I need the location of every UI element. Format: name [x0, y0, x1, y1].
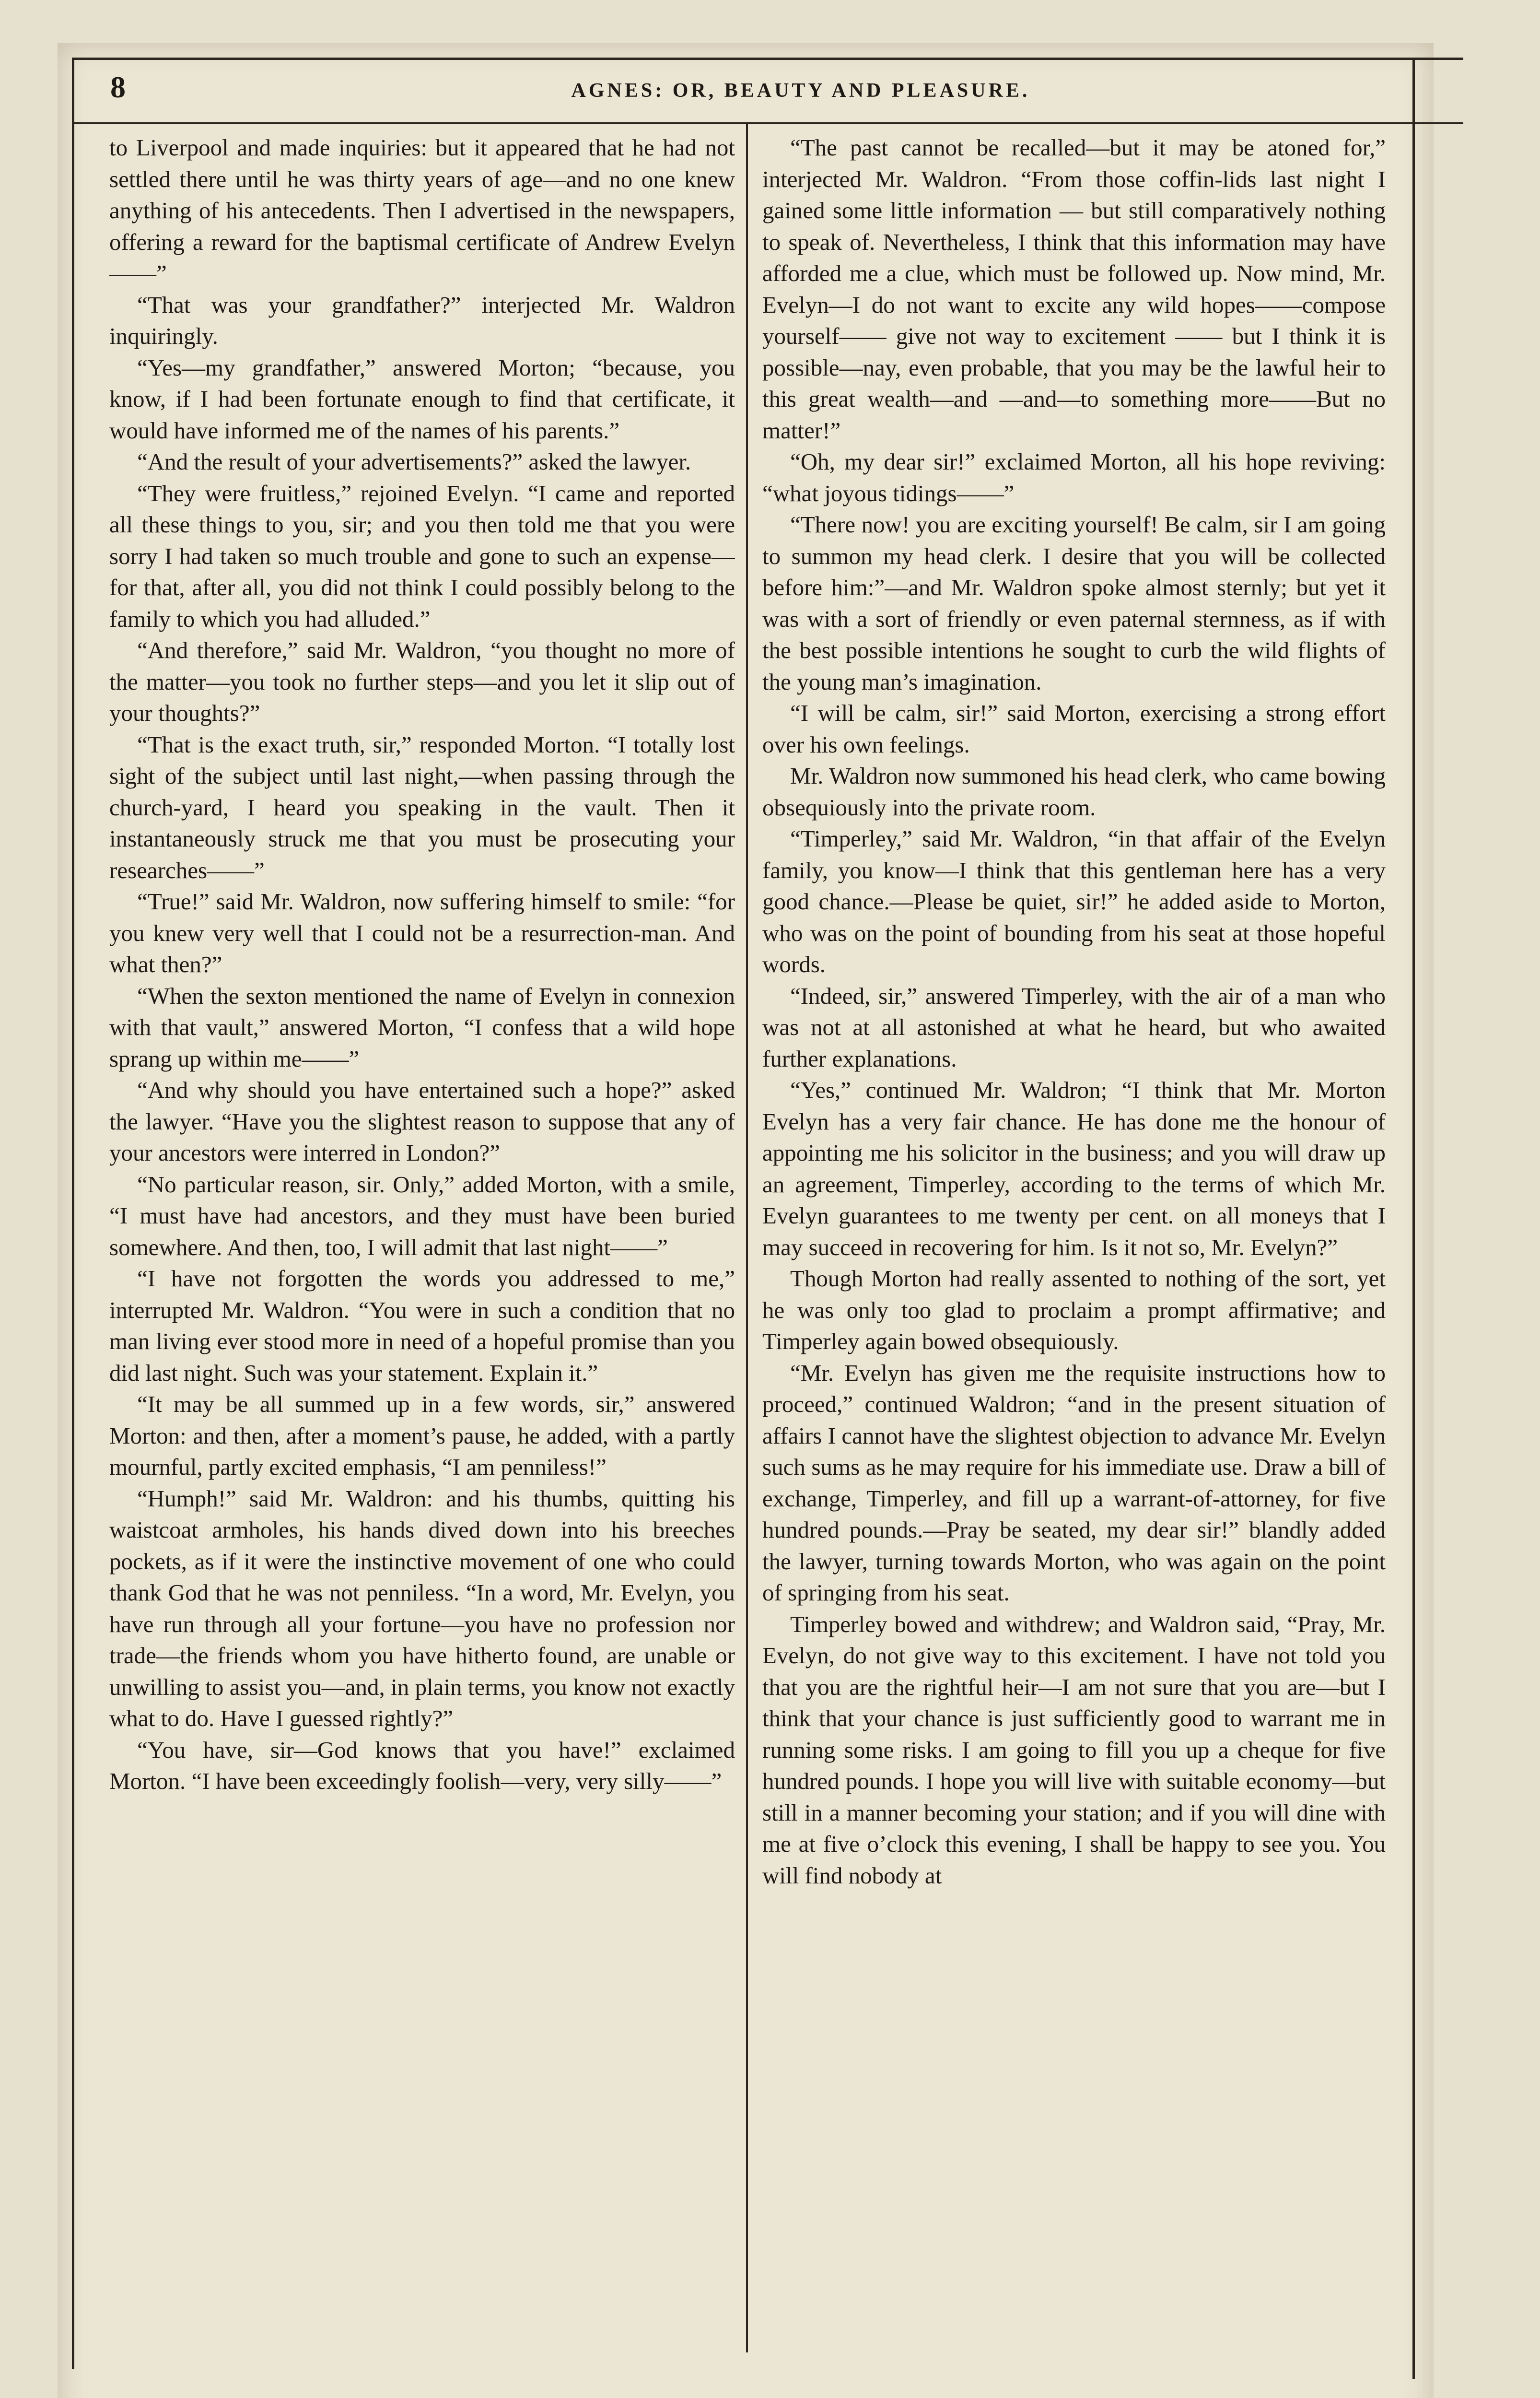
paragraph: “I have not forgotten the words you addressed to me,” interrupted Mr. Waldron. “You were in such a condition that no man living ever stood more in need of a hopeful promise than you did last night. Such was your statement. Explain it.”: [109, 1265, 735, 1386]
paragraph: “Oh, my dear sir!” exclaimed Morton, all his hope reviving: “what joyous tidings——”: [762, 448, 1386, 506]
paragraph: “And therefore,” said Mr. Waldron, “you thought no more of the matter—you took no further steps—and you let it slip out of your thoughts?”: [109, 637, 735, 726]
left-border-rule: [72, 58, 74, 2369]
paragraph: Mr. Waldron now summoned his head clerk, who came bowing obsequiously into the private room.: [762, 763, 1386, 821]
right-column: [762, 132, 1386, 2328]
paragraph: “Yes—my grandfather,” answered Morton; “because, you know, if I had been fortunate enough to find that certificate, it would have informed me of the names of his parents.”: [109, 354, 735, 444]
paragraph: to Liverpool and made inquiries: but it appeared that he had not settled there until he was thirty years of age—and no one knew anything of his antecedents. Then I advertised in the newspapers, offering a reward for the baptismal certificate of Andrew Evelyn——”: [109, 134, 735, 286]
page-number: 8: [110, 70, 126, 104]
column-divider-rule: [746, 122, 748, 2352]
paragraph: “And the result of your advertisements?” asked the lawyer.: [137, 448, 691, 475]
paragraph: Though Morton had really assented to nothing of the sort, yet he was only too glad to proclaim a prompt affirmative; and Timperley again bowed obsequiously.: [762, 1265, 1386, 1354]
paragraph: Timperley bowed and withdrew; and Waldron said, “Pray, Mr. Evelyn, do not give way to this excitement. I have not told you that you are the rightful heir—I am not sure that you are—but I think that your chance is just sufficiently good to warrant me in running some risks. I am going to fill you up a cheque for five hundred pounds. I hope you will live with suitable economy—but still in a manner becoming your station; and if you will dine with me at five o’clock this evening, I shall be happy to see you. You will find nobody at: [762, 1610, 1386, 1889]
paragraph: “That was your grandfather?” interjected Mr. Waldron inquiringly.: [109, 291, 735, 349]
paragraph: “I will be calm, sir!” said Morton, exercising a strong effort over his own feelings.: [762, 700, 1386, 758]
header-divider-rule: [72, 122, 1463, 124]
paragraph: “No particular reason, sir. Only,” added Morton, with a smile, “I must have had ancestors, and they must have been buried somewhere. And then, too, I will admit that last night——”: [109, 1171, 735, 1260]
paragraph: “Humph!” said Mr. Waldron: and his thumbs, quitting his waistcoat armholes, his hands dived down into his breeches pockets, as if it were the instinctive movement of one who could thank God that he was not penniless. “In a word, Mr. Evelyn, you have run through all your fortune—you have no profession nor trade—the friends whom you have hitherto found, are unable or unwilling to assist you—and, in plain terms, you know not exactly what to do. Have I guessed rightly?”: [109, 1485, 735, 1731]
running-head: AGNES: OR, BEAUTY AND PLEASURE.: [571, 80, 1030, 102]
top-border-rule: [72, 58, 1463, 60]
paragraph: “They were fruitless,” rejoined Evelyn. “I came and reported all these things to you, sir; and you then told me that you were sorry I had taken so much trouble and gone to such an expense—for that, after all, you did not think I could possibly belong to the family to which you had alluded.”: [109, 480, 735, 632]
paragraph: “Mr. Evelyn has given me the requisite instructions how to proceed,” continued Waldron; “and in the present situation of affairs I cannot have the slightest objection to advance Mr. Evelyn such sums as he may require for his immediate use. Draw a bill of exchange, Timperley, and fill up a warrant-of-attorney, for five hundred pounds.—Pray be seated, my dear sir!” blandly added the lawyer, turning towards Morton, who was again on the point of springing from his seat.: [762, 1359, 1386, 1606]
right-border-rule: [1412, 58, 1415, 2379]
paragraph: “That is the exact truth, sir,” responded Morton. “I totally lost sight of the subject until last night,—when passing through the church-yard, I heard you speaking in the vault. Then it instantaneously struck me that you must be prosecuting your researches——”: [109, 731, 735, 883]
paragraph: “And why should you have entertained such a hope?” asked the lawyer. “Have you the slightest reason to suppose that any of your ancestors were interred in London?”: [109, 1077, 735, 1166]
paragraph: “True!” said Mr. Waldron, now suffering himself to smile: “for you knew very well that I could not be a resurrection-man. And what then?”: [109, 888, 735, 977]
paragraph: “You have, sir—God knows that you have!” exclaimed Morton. “I have been exceedingly foolish—very, very silly——”: [109, 1736, 735, 1794]
paragraph: “There now! you are exciting yourself! Be calm, sir I am going to summon my head clerk. I desire that you will be collected before him:”—and Mr. Waldron spoke almost sternly; but yet it was with a sort of friendly or even paternal sternness, as if with the best possible intentions he sought to curb the wild flights of the young man’s imagination.: [762, 511, 1386, 695]
paragraph: “It may be all summed up in a few words, sir,” answered Morton: and then, after a moment’s pause, he added, with a partly mournful, partly excited emphasis, “I am penniless!”: [109, 1391, 735, 1480]
paragraph: “Indeed, sir,” answered Timperley, with the air of a man who was not at all astonished at what he heard, but who awaited further explanations.: [762, 982, 1386, 1072]
paragraph: “The past cannot be recalled—but it may be atoned for,” interjected Mr. Waldron. “From those coffin-lids last night I gained some little information — but still comparatively nothing to speak of. Nevertheless, I think that this information may have afforded me a clue, which must be followed up. Now mind, Mr. Evelyn—I do not want to excite any wild hopes——compose yourself—— give not way to excitement —— but I think it is possible—nay, even probable, that you may be the lawful heir to this great wealth—and —and—to something more——But no matter!”: [762, 134, 1386, 444]
paragraph: “Timperley,” said Mr. Waldron, “in that affair of the Evelyn family, you know—I think that this gentleman here has a very good chance.—Please be quiet, sir!” he added aside to Morton, who was on the point of bounding from his seat at those hopeful words.: [762, 825, 1386, 977]
left-column: [109, 132, 735, 2328]
paragraph: “Yes,” continued Mr. Waldron; “I think that Mr. Morton Evelyn has a very fair chance. He has done me the honour of appointing me his solicitor in the business; and you will draw up an agreement, Timperley, according to the terms of which Mr. Evelyn guarantees to me twenty per cent. on all moneys that I may succeed in recovering for him. Is it not so, Mr. Evelyn?”: [762, 1077, 1386, 1260]
paragraph: “When the sexton mentioned the name of Evelyn in connexion with that vault,” answered Morton, “I confess that a wild hope sprang up within me——”: [109, 982, 735, 1072]
